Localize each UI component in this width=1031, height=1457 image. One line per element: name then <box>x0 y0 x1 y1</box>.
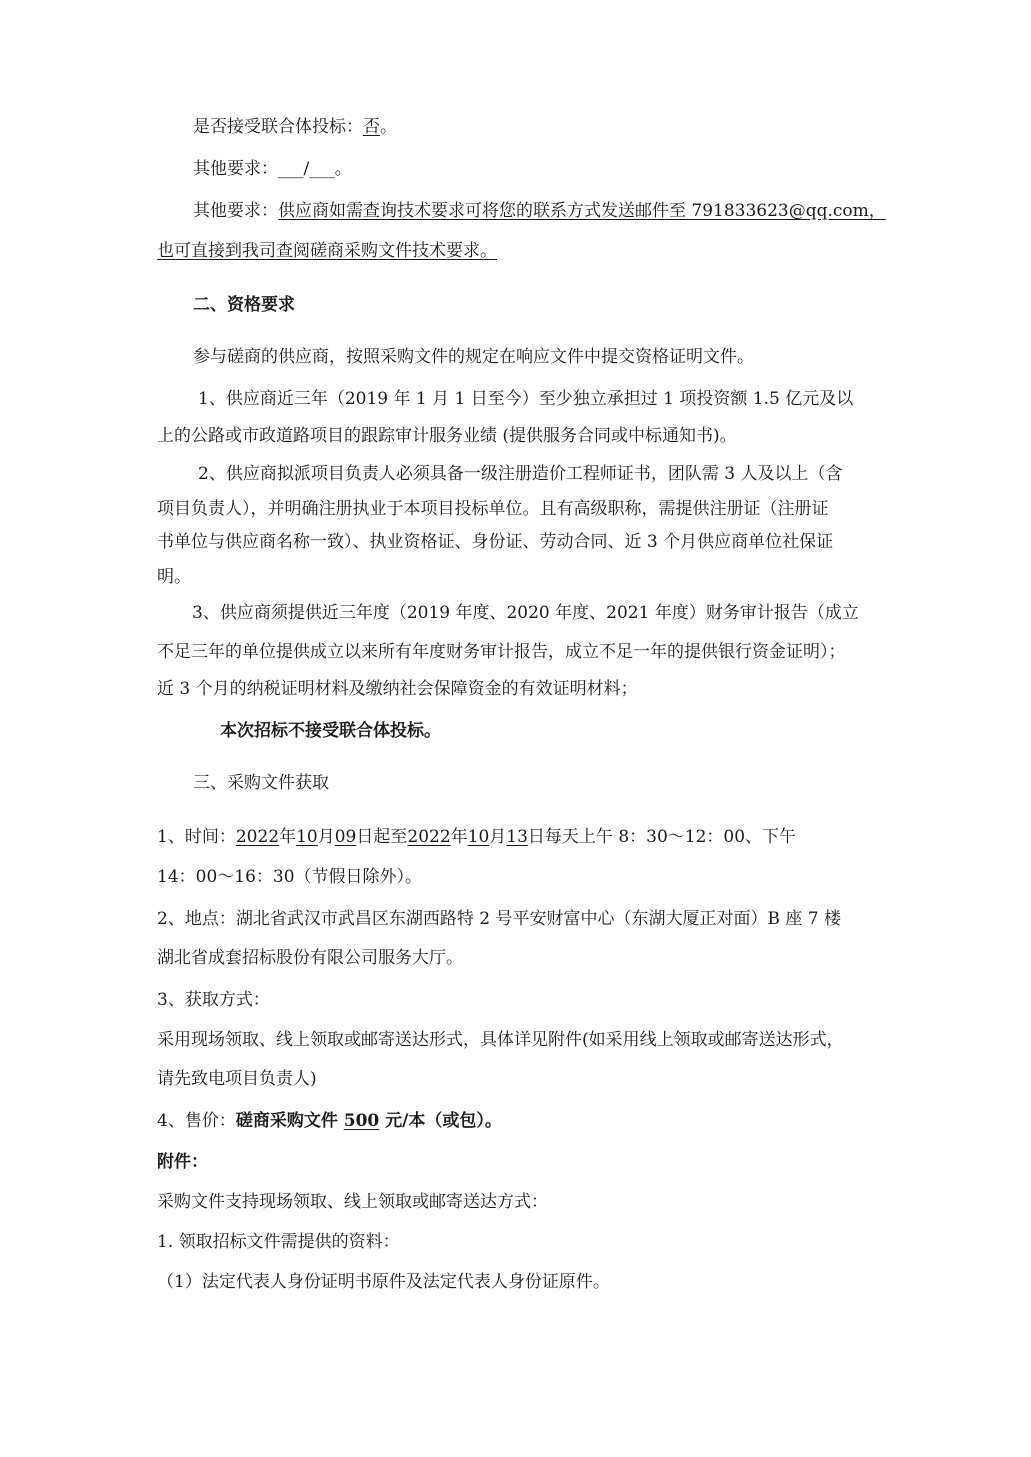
no-consortium-notice: 本次招标不接受联合体投标。 <box>220 721 441 741</box>
time-tail: 日每天上午 8：30～12：00、下午 <box>527 827 797 847</box>
attachment-title: 附件： <box>157 1152 208 1172</box>
price-prefix: 4、售价： <box>157 1111 236 1131</box>
other2-line2: 也可直接到我司查阅磋商采购文件技术要求。 <box>157 241 497 261</box>
end-day: 13 <box>506 827 528 847</box>
requirement-3-line3: 近 3 个月的纳税证明材料及缴纳社会保障资金的有效证明材料； <box>157 679 638 699</box>
requirement-2-line1: 2、供应商拟派项目负责人必须具备一级注册造价工程师证书，团队需 3 人及以上（含 <box>198 464 843 484</box>
section3-heading: 三、采购文件获取 <box>193 773 329 793</box>
method-line1: 采用现场领取、线上领取或邮寄送达形式，具体详见附件(如采用线上领取或邮寄送达形式， <box>157 1030 844 1050</box>
start-month-unit: 月 <box>317 827 335 847</box>
start-day: 09 <box>334 827 357 847</box>
end-year: 2022 <box>407 827 451 847</box>
method-line2: 请先致电项目负责人) <box>157 1069 317 1089</box>
start-month: 10 <box>296 827 318 847</box>
consortium-value: 否 <box>363 117 380 137</box>
requirement-2-line2: 项目负责人），并明确注册执业于本项目投标单位。且有高级职称，需提供注册证（注册证 <box>157 499 829 519</box>
other1-end: 。 <box>334 159 352 179</box>
requirement-3-line2: 不足三年的单位提供成立以来所有年度财务审计报告，成立不足一年的提供银行资金证明）； <box>157 642 846 662</box>
time-line1 <box>157 822 796 847</box>
other1-label: 其他要求： <box>193 159 278 179</box>
method-title: 3、获取方式： <box>157 990 270 1010</box>
attachment-item-1-1: （1）法定代表人身份证明书原件及法定代表人身份证原件。 <box>157 1272 610 1292</box>
end-month-unit: 月 <box>489 827 507 847</box>
end-month: 10 <box>467 827 490 847</box>
end-year-unit: 年 <box>450 827 468 847</box>
requirement-2-line4: 明。 <box>157 567 191 587</box>
time-line2: 14：00～16：30（节假日除外）。 <box>157 867 423 887</box>
section2-intro: 参与磋商的供应商，按照采购文件的规定在响应文件中提交资格证明文件。 <box>193 347 754 367</box>
time-from: 日起至 <box>356 827 408 847</box>
requirement-1-line2: 上的公路或市政道路项目的跟踪审计服务业绩 (提供服务合同或中标通知书)。 <box>157 426 737 446</box>
requirement-2-line3: 书单位与供应商名称一致）、执业资格证、身份证、劳动合同、近 3 个月供应商单位社保证 <box>157 532 834 552</box>
requirement-3-line1: 3、供应商须提供近三年度（2019 年度、2020 年度、2021 年度）财务审计报告（成立 <box>192 603 859 623</box>
attachment-intro: 采购文件支持现场领取、线上领取或邮寄送达方式： <box>157 1192 548 1212</box>
other1-value: ___/___ <box>278 159 335 179</box>
other2-line1: 供应商如需查询技术要求可将您的联系方式发送邮件至 791833623@qq.com， <box>278 201 886 221</box>
start-year-unit: 年 <box>279 827 297 847</box>
section2-heading: 二、资格要求 <box>193 295 295 315</box>
place-line1: 2、地点：湖北省武汉市武昌区东湖西路特 2 号平安财富中心（东湖大厦正对面）B 座 7 楼 <box>157 909 841 929</box>
start-year: 2022 <box>235 827 280 847</box>
consortium-end: 。 <box>380 117 397 137</box>
price-line <box>157 1106 502 1131</box>
other-requirements-1 <box>193 154 352 179</box>
other2-label: 其他要求： <box>193 201 278 221</box>
price-text: 磋商采购文件 <box>235 1111 344 1131</box>
price-value: 500 <box>343 1111 380 1131</box>
price-suffix: 元/本（或包）。 <box>379 1111 502 1131</box>
consortium-label: 是否接受联合体投标： <box>193 117 363 137</box>
other-requirements-2 <box>193 196 886 221</box>
consortium-line <box>193 112 397 137</box>
time-prefix: 1、时间： <box>157 827 236 847</box>
place-line2: 湖北省成套招标股份有限公司服务大厅。 <box>157 948 463 968</box>
requirement-1-line1: 1、供应商近三年（2019 年 1 月 1 日至今）至少独立承担过 1 项投资额 1.5 亿元及以 <box>198 389 854 409</box>
attachment-item-1: 1. 领取招标文件需提供的资料： <box>157 1232 400 1252</box>
